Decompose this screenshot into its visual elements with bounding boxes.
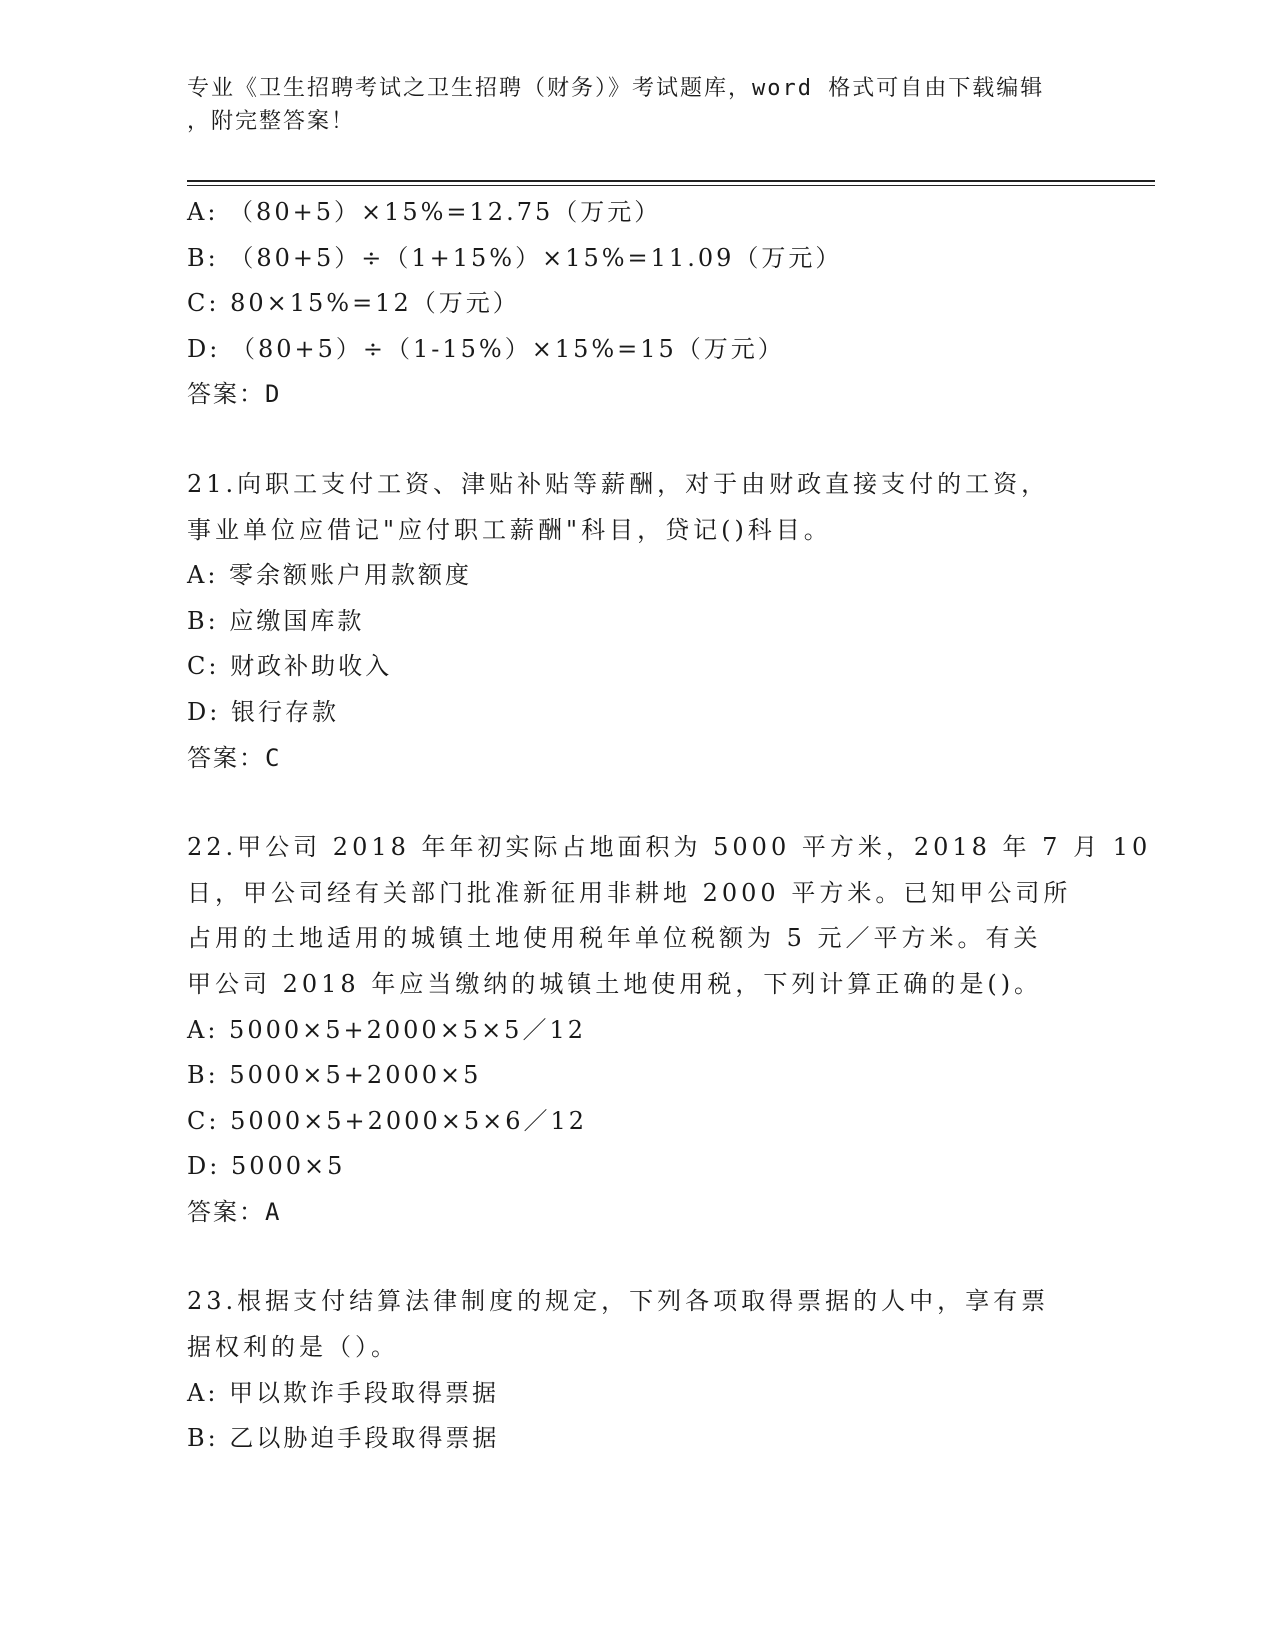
- header-divider-thin: [187, 185, 1155, 186]
- question-block-23: [187, 1279, 1067, 1461]
- document-header: [187, 72, 1067, 138]
- question-block-20: [187, 190, 1067, 418]
- answer-line: [187, 1190, 1067, 1236]
- question-text-line: 日，甲公司经有关部门批准新征用非耕地 2000 平方米。已知甲公司所: [187, 878, 1072, 907]
- header-line-1: 专业《卫生招聘考试之卫生招聘（财务）》考试题库，word 格式可自由下载编辑: [187, 76, 1045, 101]
- answer-value: C: [265, 743, 282, 772]
- answer-label: 答案：: [187, 1197, 265, 1226]
- option-a: A: 5000×5+2000×5×5／12: [187, 1015, 586, 1044]
- answer-label: 答案：: [187, 743, 265, 772]
- answer-label: 答案：: [187, 380, 265, 409]
- question-text-line: 占用的土地适用的城镇土地使用税年单位税额为 5 元／平方米。有关: [187, 924, 1042, 953]
- option-c: C: 80×15%=12（万元）: [187, 289, 520, 318]
- option-d: D: 银行存款: [187, 697, 339, 726]
- option-a: A: 零余额账户用款额度: [187, 561, 473, 590]
- option-d: D: 5000×5: [187, 1152, 346, 1181]
- question-list: [187, 190, 1152, 1462]
- header-divider-thick: [187, 180, 1155, 182]
- option-a: A: （80+5）×15%=12.75（万元）: [187, 198, 662, 226]
- question-block-21: [187, 462, 1067, 781]
- option-c: C: 5000×5+2000×5×6／12: [187, 1106, 588, 1135]
- question-text-line: 22.甲公司 2018 年年初实际占地面积为 5000 平方米，2018 年 7 月 10: [187, 833, 1152, 862]
- answer-value: D: [265, 380, 282, 409]
- option-b: B: （80+5）÷（1+15%）×15%=11.09（万元）: [187, 243, 843, 272]
- option-b: B: 乙以胁迫手段取得票据: [187, 1424, 500, 1453]
- header-line-2: ，附完整答案！: [187, 109, 356, 134]
- question-text-line: 甲公司 2018 年应当缴纳的城镇土地使用税，下列计算正确的是()。: [187, 969, 1043, 998]
- question-text-line: 据权利的是（）。: [187, 1333, 399, 1362]
- question-text-line: 事业单位应借记"应付职工薪酬"科目，贷记()科目。: [187, 515, 832, 544]
- option-d: D: （80+5）÷（1-15%）×15%=15（万元）: [187, 334, 785, 363]
- question-text-line: 23.根据支付结算法律制度的规定，下列各项取得票据的人中，享有票: [187, 1287, 1050, 1316]
- option-b: B: 5000×5+2000×5: [187, 1061, 482, 1090]
- answer-value: A: [265, 1197, 282, 1226]
- option-b: B: 应缴国库款: [187, 606, 365, 635]
- answer-line: [187, 372, 1067, 418]
- question-block-22: [187, 825, 1152, 1235]
- question-text-line: 21.向职工支付工资、津贴补贴等薪酬，对于由财政直接支付的工资，: [187, 469, 1050, 498]
- option-c: C: 财政补助收入: [187, 652, 393, 681]
- option-a: A: 甲以欺诈手段取得票据: [187, 1378, 500, 1407]
- answer-line: [187, 736, 1067, 782]
